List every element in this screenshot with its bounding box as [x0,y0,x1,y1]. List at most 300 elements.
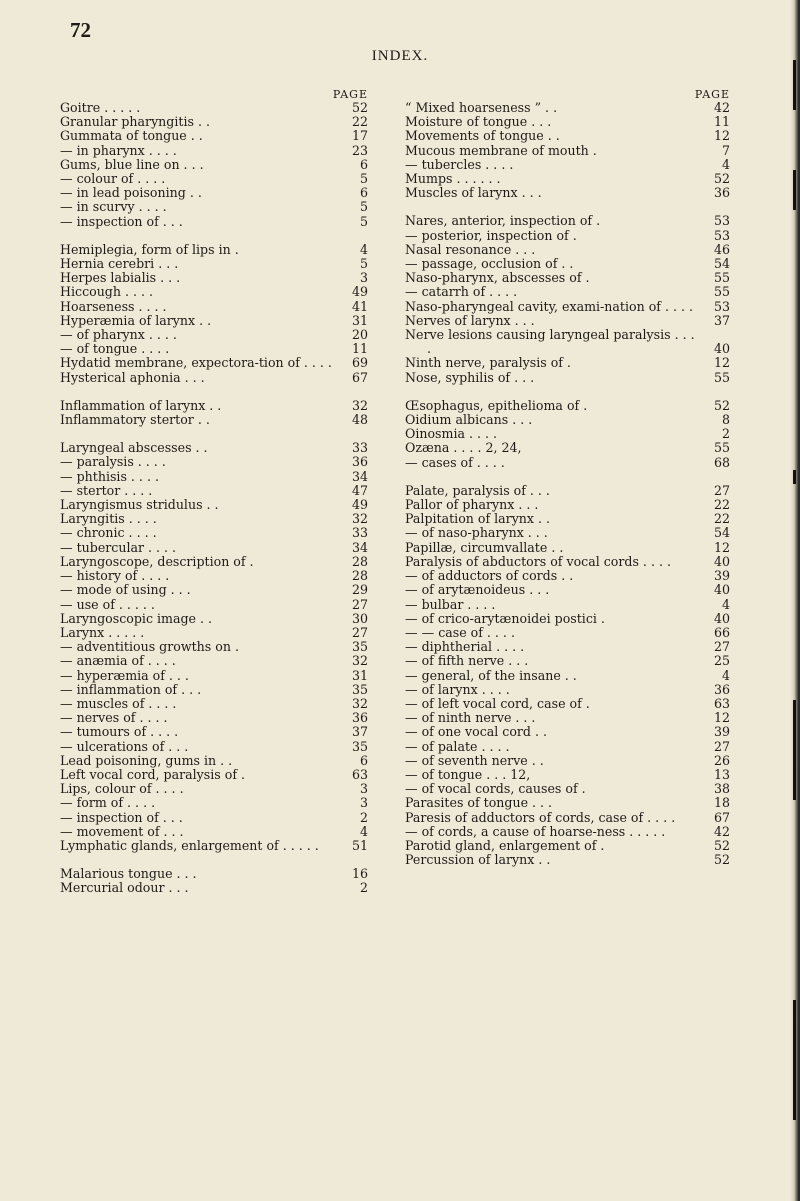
index-entry-page: 2 [359,809,368,825]
index-entry [405,129,730,143]
index-entry-page: 39 [713,568,730,584]
index-entry-page: 27 [713,482,730,498]
index-entry [405,754,730,768]
index-entry-text: Laryngitis . . . . [60,511,157,527]
index-entry-text: — inspection of . . . [60,809,183,825]
index-entry-text: — of naso-pharynx . . . [405,525,548,541]
index-entry-text: Naso-pharyngeal cavity, exami-nation of . . . . [405,298,693,314]
index-entry-page: 32 [351,653,368,669]
index-entry-page: 31 [351,312,368,328]
index-entry-page: 40 [713,610,730,626]
index-entry-page: 12 [713,539,730,555]
index-entry-text: Percussion of larynx . . [405,852,551,868]
index-entry-text: Oidium albicans . . . [405,412,533,428]
index-entry [405,413,730,427]
index-entry-text: — of vocal cords, causes of . [405,781,586,797]
index-entry [60,612,368,626]
index-entry-page: 67 [713,809,730,825]
index-entry [405,839,730,853]
index-entry-page: 32 [351,511,368,527]
index-entry-text: — form of . . . . [60,795,156,811]
index-entry-text: Malarious tongue . . . [60,866,197,882]
index-entry-page: 36 [713,185,730,201]
index-entry-text: — phthisis . . . . [60,468,159,484]
index-column-left [60,88,368,896]
index-entry-page: 4 [359,241,368,257]
index-entry-page: 42 [713,823,730,839]
index-entry-page: 36 [351,710,368,726]
index-entry-page: 52 [351,100,368,115]
index-entry-text: Ozæna . . . . 2, 24, [405,440,522,456]
index-entry-page: 8 [721,412,730,428]
index-entries [60,101,368,896]
index-entry [405,612,730,626]
index-entry [405,711,730,725]
index-entry [60,867,368,881]
index-entry-text: — paralysis . . . . [60,454,166,470]
index-entry-text: Nasal resonance . . . [405,241,536,257]
index-entry-text: — of left vocal cord, case of . [405,695,590,711]
index-entry-page: 55 [713,270,730,286]
index-entry [405,300,730,314]
index-entry-page: 20 [351,327,368,343]
index-entry-page: 23 [351,142,368,158]
section-gap [405,470,730,484]
index-entry-text: — of ninth nerve . . . [405,710,536,726]
index-entry-text: Nerve lesions causing laryngeal paralysis . . . . [405,327,695,357]
index-entry-page: 22 [351,114,368,130]
index-entry-page: 5 [359,213,368,229]
index-entry [405,229,730,243]
index-entry [60,470,368,484]
index-entry-page: 55 [713,440,730,456]
index-entry-text: — in scurvy . . . . [60,199,167,215]
index-entry-text: — in lead poisoning . . [60,185,202,201]
index-entry-text: Left vocal cord, paralysis of . [60,766,246,782]
index-entry [405,526,730,540]
index-entry [60,725,368,739]
index-entry [60,371,368,385]
section-gap [60,385,368,399]
index-entry-page: 54 [713,256,730,272]
index-entry-text: — tubercles . . . . [405,156,514,172]
index-entry-text: — of fifth nerve . . . [405,653,529,669]
index-entry [60,498,368,512]
index-entry-text: — nerves of . . . . [60,710,168,726]
index-entry [60,413,368,427]
index-entry-page: 12 [713,355,730,371]
index-entry [60,129,368,143]
index-entry-text: Palpitation of larynx . . [405,511,551,527]
index-entry-text: Pallor of pharynx . . . [405,497,539,513]
page-number: 72 [70,18,91,42]
index-entry-page: 4 [721,667,730,683]
index-entry-page: 40 [713,341,730,357]
index-entry-page: 39 [713,724,730,740]
index-entry-page: 52 [713,171,730,187]
index-entry-text: — in pharynx . . . . [60,142,177,158]
index-entry-page: 67 [351,369,368,385]
index-entry-page: 3 [359,781,368,797]
index-entry [60,115,368,129]
index-entry-page: 53 [713,298,730,314]
index-entry-text: Laryngeal abscesses . . [60,440,208,456]
index-entry [405,669,730,683]
index-entry-text: — stertor . . . . [60,482,153,498]
index-entry-page: 37 [713,312,730,328]
index-entry [60,285,368,299]
index-entry-text: Paralysis of abductors of vocal cords . . . . [405,553,671,569]
index-entry [405,697,730,711]
index-entry [405,271,730,285]
index-entry [405,811,730,825]
index-entry [60,796,368,810]
index-entry-page: 35 [351,639,368,655]
index-entry [405,399,730,413]
index-entry-page: 4 [721,156,730,172]
index-entry-text: — of arytænoideus . . . [405,582,550,598]
index-entry [405,158,730,172]
index-entry-page: 3 [359,270,368,286]
index-entry [60,768,368,782]
index-entry [405,583,730,597]
index-entry-text: Hiccough . . . . [60,284,154,300]
index-entry [405,626,730,640]
section-gap [405,200,730,214]
index-entry-text: — posterior, inspection of . [405,227,577,243]
index-entry [405,768,730,782]
index-entry-text: — muscles of . . . . [60,695,177,711]
index-entry-page: 36 [713,681,730,697]
section-gap [60,229,368,243]
index-entry-page: 18 [713,795,730,811]
index-entry-text: — of seventh nerve . . [405,752,544,768]
index-entry [405,257,730,271]
index-entry [60,200,368,214]
index-entry-page: 7 [721,142,730,158]
index-entry [60,825,368,839]
index-entry [60,583,368,597]
index-entry-page: 27 [713,639,730,655]
index-entry-page: 33 [351,440,368,456]
index-entry-text: — of palate . . . . [405,738,510,754]
index-entry [405,569,730,583]
index-entry [405,441,730,455]
index-entry-page: 38 [713,781,730,797]
index-entry [60,399,368,413]
index-entry [60,455,368,469]
page-edge [790,0,800,1201]
index-entry [405,654,730,668]
index-entry-text: Laryngoscope, description of . [60,553,254,569]
index-entry-text: Herpes labialis . . . [60,270,181,286]
index-entry-page: 55 [713,369,730,385]
index-entry-text: “ Mixed hoarseness ” . . [405,100,558,115]
index-entry-page: 28 [351,553,368,569]
running-head: INDEX. [371,48,429,64]
index-entry-page: 66 [713,624,730,640]
index-entry-text: Laryngoscopic image . . [60,610,213,626]
index-entry-page: 48 [351,412,368,428]
index-entry [405,285,730,299]
index-entry [60,839,368,853]
index-entry-page: 25 [713,653,730,669]
index-entry-text: — of larynx . . . . [405,681,510,697]
index-entry [60,158,368,172]
index-entry-text: — mode of using . . . [60,582,191,598]
index-entry-text: Papillæ, circumvallate . . [405,539,564,555]
index-entry [60,740,368,754]
index-entry-page: 55 [713,284,730,300]
index-entry [60,683,368,697]
index-entry-text: Mercurial odour . . . [60,880,189,896]
index-entry-page: 40 [713,553,730,569]
index-entry [405,640,730,654]
index-entry-page: 34 [351,539,368,555]
index-entry [60,697,368,711]
index-entry [60,257,368,271]
index-entry-text: — use of . . . . . [60,596,155,612]
section-gap [405,385,730,399]
index-entry-page: 5 [359,199,368,215]
index-entry-page: 4 [359,823,368,839]
index-entry-page: 31 [351,667,368,683]
index-entry [405,214,730,228]
index-entry-text: — — case of . . . . [405,624,515,640]
index-entry [405,314,730,328]
index-entry-page: 5 [359,256,368,272]
index-entry-text: Hysterical aphonia . . . [60,369,205,385]
index-entry [60,356,368,370]
index-entry-text: — catarrh of . . . . [405,284,518,300]
index-entry [405,598,730,612]
index-entry [405,541,730,555]
index-entry-page: 37 [351,724,368,740]
index-entry-page: 16 [351,866,368,882]
index-entry [405,484,730,498]
index-entry [60,314,368,328]
index-entry-page: 49 [351,497,368,513]
index-entry [60,172,368,186]
index-entry-page: 35 [351,738,368,754]
index-entry-text: Muscles of larynx . . . [405,185,542,201]
index-entry-page: 53 [713,213,730,229]
index-entry [405,328,730,356]
index-entry [60,512,368,526]
index-entry-page: 6 [359,156,368,172]
index-entry-page: 69 [351,355,368,371]
index-entry [60,782,368,796]
page-column-label: PAGE [332,88,368,101]
index-entry-page: 22 [713,497,730,513]
index-entry-page: 53 [713,227,730,243]
index-entry [405,683,730,697]
index-entry-text: Granular pharyngitis . . [60,114,210,130]
index-entry-page: 54 [713,525,730,541]
index-entry-page: 34 [351,468,368,484]
index-entry [405,186,730,200]
index-entries [405,101,730,867]
index-entry [60,441,368,455]
index-entry-text: — diphtherial . . . . [405,639,525,655]
index-entry-text: — cases of . . . . [405,454,505,470]
index-entry-page: 47 [351,482,368,498]
index-entry-text: Mumps . . . . . . [405,171,501,187]
index-entry [60,669,368,683]
index-entry-text: Palate, paralysis of . . . [405,482,550,498]
index-entry [405,853,730,867]
index-entry-page: 6 [359,752,368,768]
index-entry [60,711,368,725]
index-entry-text: Œsophagus, epithelioma of . [405,397,588,413]
index-entry-text: Hydatid membrane, expectora-tion of . . . . [60,355,332,371]
index-entry-page: 13 [713,766,730,782]
index-entry-text: — general, of the insane . . [405,667,577,683]
index-entry-page: 27 [351,624,368,640]
index-entry-text: Hyperæmia of larynx . . [60,312,212,328]
index-entry-text: — inflammation of . . . [60,681,202,697]
index-entry-page: 49 [351,284,368,300]
index-entry-text: — inspection of . . . [60,213,183,229]
index-entry [405,115,730,129]
index-entry-page: 30 [351,610,368,626]
index-entry [405,427,730,441]
index-entry-page: 11 [351,341,368,357]
page-column-label: PAGE [694,88,730,101]
index-entry-page: 42 [713,100,730,115]
index-entry-page: 63 [351,766,368,782]
index-entry-text: Moisture of tongue . . . [405,114,552,130]
index-entry [60,626,368,640]
index-entry-page: 40 [713,582,730,598]
index-entry [60,186,368,200]
index-entry [60,569,368,583]
index-entry-page: 2 [721,426,730,442]
index-entry-text: Paresis of adductors of cords, case of . . . . [405,809,676,825]
index-entry-page: 51 [351,837,368,853]
index-entry [405,101,730,115]
index-entry-text: Movements of tongue . . [405,128,560,144]
index-entry-page: 27 [351,596,368,612]
section-gap [60,427,368,441]
index-entry-text: — of adductors of cords . . [405,568,574,584]
index-entry [60,526,368,540]
index-entry-page: 12 [713,128,730,144]
index-entry-page: 63 [713,695,730,711]
index-entry-page: 68 [713,454,730,470]
index-entry-text: Lead poisoning, gums in . . [60,752,233,768]
index-entry-page: 52 [713,397,730,413]
index-entry-text: Inflammation of larynx . . [60,397,222,413]
index-entry-page: 35 [351,681,368,697]
index-entry [405,356,730,370]
index-entry-page: 33 [351,525,368,541]
index-entry-text: Naso-pharynx, abscesses of . [405,270,590,286]
index-entry-page: 2 [359,880,368,896]
index-entry-text: Nares, anterior, inspection of . [405,213,601,229]
index-entry [60,555,368,569]
index-entry [405,782,730,796]
index-entry-page: 46 [713,241,730,257]
index-entry-page: 17 [351,128,368,144]
index-entry-text: — hyperæmia of . . . [60,667,189,683]
index-entry-page: 4 [721,596,730,612]
index-entry-text: Goitre . . . . . [60,100,141,115]
index-entry [405,825,730,839]
index-entry [60,598,368,612]
index-entry-page: 41 [351,298,368,314]
index-entry-text: Hoarseness . . . . [60,298,167,314]
index-entry [60,811,368,825]
index-entry-text: — colour of . . . . [60,171,166,187]
index-entry [405,456,730,470]
index-entry [60,101,368,115]
index-entry [60,300,368,314]
index-entry-text: — tumours of . . . . [60,724,179,740]
index-entry-text: — of one vocal cord . . [405,724,548,740]
index-entry-text: — movement of . . . [60,823,184,839]
index-entry-text: — of tongue . . . 12, [405,766,531,782]
index-entry [60,243,368,257]
index-entry [60,881,368,895]
index-entry [60,654,368,668]
index-entry-page: 36 [351,454,368,470]
index-entry [60,328,368,342]
index-entry-page: 6 [359,185,368,201]
index-entry-text: Gummata of tongue . . [60,128,203,144]
index-entry [60,342,368,356]
index-entry-text: — ulcerations of . . . [60,738,189,754]
section-gap [60,853,368,867]
index-entry-text: Larynx . . . . . [60,624,145,640]
index-entry-text: — of cords, a cause of hoarse-ness . . . . . [405,823,666,839]
index-entry-page: 32 [351,695,368,711]
index-entry-text: Lips, colour of . . . . [60,781,184,797]
index-entry [405,172,730,186]
index-entry-text: Mucous membrane of mouth . [405,142,597,158]
index-entry-text: Nose, syphilis of . . . [405,369,535,385]
index-entry [60,215,368,229]
index-entry [405,740,730,754]
index-entry-text: Oinosmia . . . . [405,426,498,442]
index-entry [405,371,730,385]
index-entry [405,725,730,739]
index-entry-page: 52 [713,837,730,853]
index-entry [405,243,730,257]
index-entry-page: 11 [713,114,730,130]
index-entry-page: 12 [713,710,730,726]
index-entry-text: — tubercular . . . . [60,539,177,555]
index-entry-text: — anæmia of . . . . [60,653,176,669]
index-entry-page: 52 [713,852,730,868]
index-entry-text: Gums, blue line on . . . [60,156,204,172]
index-entry [405,512,730,526]
index-entry [60,484,368,498]
index-entry-text: Laryngismus stridulus . . [60,497,219,513]
index-entry-page: 3 [359,795,368,811]
index-entry-text: Nerves of larynx . . . [405,312,535,328]
index-entry-text: Lymphatic glands, enlargement of . . . . . [60,837,319,853]
index-entry-page: 29 [351,582,368,598]
index-entry-text: Parotid gland, enlargement of . [405,837,605,853]
index-entry-page: 26 [713,752,730,768]
index-entry-page: 22 [713,511,730,527]
index-entry-text: — of pharynx . . . . [60,327,177,343]
index-entry-text: Hemiplegia, form of lips in . [60,241,239,257]
index-entry-text: Inflammatory stertor . . [60,412,210,428]
index-entry-text: Ninth nerve, paralysis of . [405,355,571,371]
index-entry-page: 32 [351,397,368,413]
